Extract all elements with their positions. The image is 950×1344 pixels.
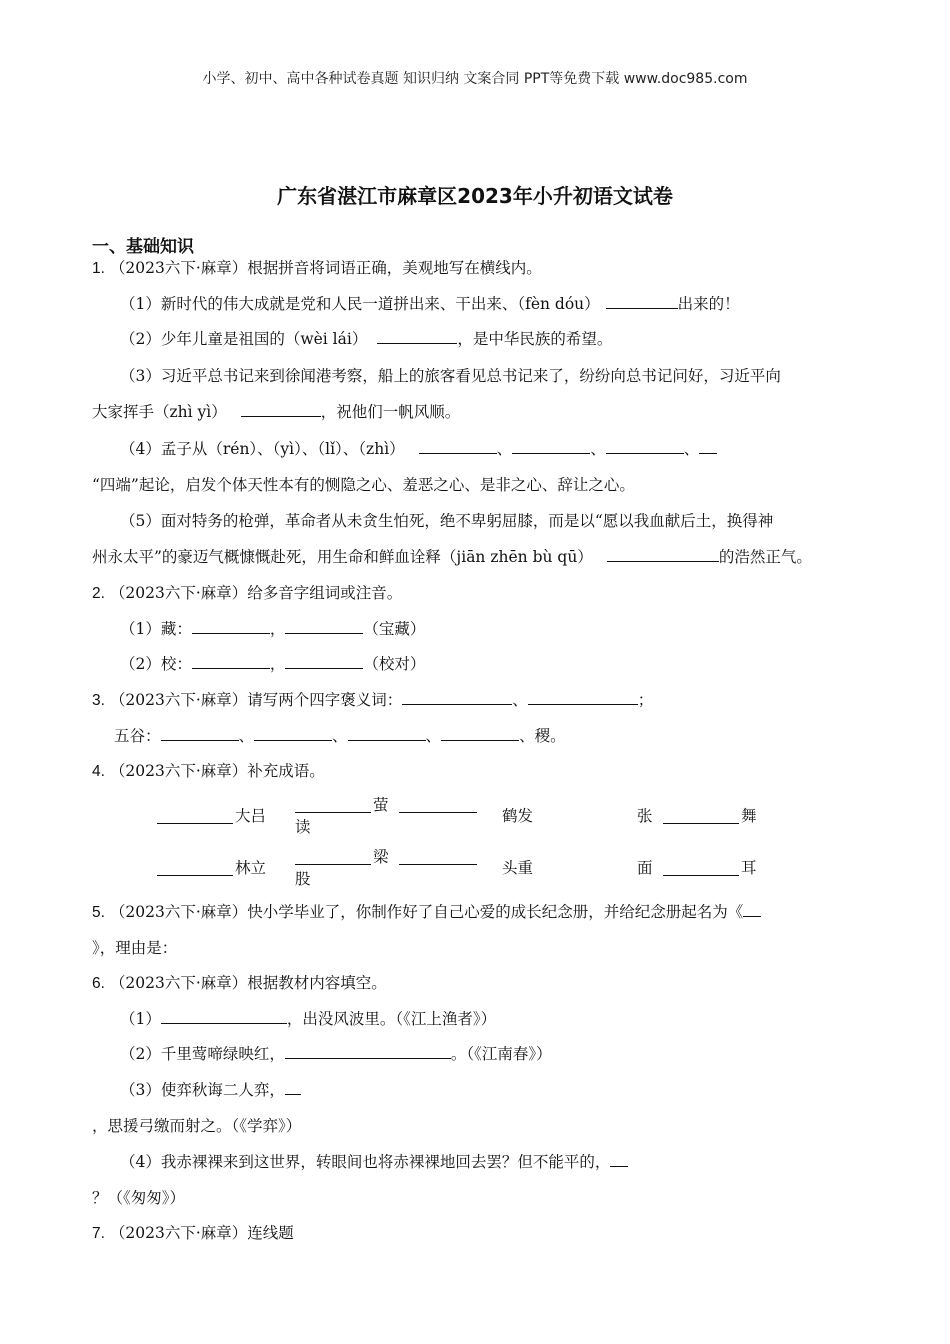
question-stem: 快小学毕业了，你制作好了自己心爱的成长纪念册，并给纪念册起名为《 <box>247 903 744 921</box>
idiom-text: 股 <box>295 870 311 888</box>
q6-part-4-end: ？（《匆匆》） <box>92 1189 186 1207</box>
idiom-text: 林立 <box>235 859 267 877</box>
question-4 <box>92 760 872 783</box>
q1-part-3-cont <box>92 401 872 423</box>
q6-part-2 <box>120 1043 900 1065</box>
q2-part-2-text: （2）校： <box>120 655 192 673</box>
q6-part-3-end: ，思援弓缴而射之。（《学弈》） <box>92 1117 302 1135</box>
q2-part-1-end: （宝藏） <box>363 620 426 638</box>
q1-part-5 <box>120 510 900 532</box>
question-1 <box>92 257 872 280</box>
q6-part-2-text: （2）千里莺啼绿映红， <box>120 1045 285 1063</box>
idiom-text: 鹤发 <box>502 807 534 825</box>
q1-part-2 <box>120 328 900 350</box>
answer-blank[interactable] <box>606 293 678 309</box>
q2-part-2: （2）校： ， （校对） <box>120 655 426 673</box>
answer-blank[interactable] <box>157 860 233 876</box>
answer-blank[interactable] <box>743 901 761 917</box>
page-title: 广东省湛江市麻章区2023年小升初语文试卷 <box>277 184 673 208</box>
idiom-text: 耳 <box>741 859 757 877</box>
question-number: 1. <box>92 260 105 277</box>
answer-blank[interactable] <box>348 725 426 741</box>
question-source: （2023六下·麻章） <box>109 691 248 709</box>
question-7 <box>92 1222 872 1245</box>
q6-part-4-cont <box>92 1187 872 1209</box>
q6-part-3-cont <box>92 1115 872 1137</box>
answer-blank[interactable] <box>399 849 477 865</box>
answer-blank[interactable] <box>192 653 270 669</box>
answer-blank[interactable] <box>663 860 739 876</box>
q1-part-3-end: ，祝他们一帆风顺。 <box>320 403 461 421</box>
question-source: （2023六下·麻章） <box>109 974 248 992</box>
question-stem: 连线题 <box>247 1224 294 1242</box>
section-heading: 一、基础知识 <box>92 237 194 257</box>
question-number: 7. <box>92 1225 105 1242</box>
q6-part-4 <box>120 1151 900 1173</box>
answer-blank[interactable] <box>399 797 477 813</box>
question-3: 3. （2023六下·麻章）请写两个四字褒义词： 、 ； <box>92 691 654 709</box>
idiom-text: 读 <box>295 818 311 836</box>
q1-part-3-text: （3）习近平总书记来到徐闻港考察，船上的旅客看见总书记来了，纷纷向总书记问好，习近平向 <box>120 367 781 385</box>
q6-part-2-end: 。（《江南春》） <box>450 1045 552 1063</box>
q1-part-1 <box>120 293 900 315</box>
question-source: （2023六下·麻章） <box>109 762 248 780</box>
q6-part-3-text: （3）使弈秋诲二人弈， <box>120 1081 285 1099</box>
answer-blank[interactable] <box>241 401 321 417</box>
q1-part-4: （4）孟子从（rén）、（yì）、（lǐ）、（zhì） 、 、 、 <box>120 438 900 460</box>
q1-part-5-text-2: 州永太平”的豪迈气概慷慨赴死，用生命和鲜血诠释（jiān zhēn bù qū） <box>92 548 593 566</box>
q1-part-4-cont <box>92 474 872 496</box>
answer-blank[interactable] <box>528 689 638 705</box>
question-stem: 请写两个四字褒义词： <box>247 691 403 709</box>
q1-part-4-text: （4）孟子从（rén）、（yì）、（lǐ）、（zhì） <box>120 440 405 458</box>
idiom-text: 头重 <box>502 859 534 877</box>
q6-part-4-text: （4）我赤裸裸来到这世界，转眼间也将赤裸裸地回去罢？但不能平的， <box>120 1153 611 1171</box>
answer-blank[interactable] <box>161 725 239 741</box>
q1-part-2-end: ，是中华民族的希望。 <box>457 330 613 348</box>
question-source: （2023六下·麻章） <box>109 584 248 602</box>
q5-cont-text: 》，理由是： <box>92 939 178 957</box>
question-stem: 补充成语。 <box>247 762 325 780</box>
q1-part-5-text: （5）面对特务的枪弹，革命者从未贪生怕死，绝不卑躬屈膝，而是以“愿以我血献后土，换得神 <box>120 512 774 530</box>
answer-blank[interactable] <box>157 808 233 824</box>
answer-blank[interactable] <box>402 689 512 705</box>
answer-blank[interactable] <box>699 438 717 454</box>
q2-part-1: （1）藏： ， （宝藏） <box>120 620 426 638</box>
q1-part-3 <box>120 365 900 387</box>
answer-blank[interactable] <box>377 328 457 344</box>
answer-blank[interactable] <box>419 438 497 454</box>
question-stem: 根据拼音将词语正确，美观地写在横线内。 <box>247 259 542 277</box>
q1-part-5-cont <box>92 546 872 568</box>
q1-part-4-end: “四端”起论，启发个体天性本有的恻隐之心、羞恶之心、是非之心、辞让之心。 <box>92 476 635 494</box>
answer-blank[interactable] <box>285 1043 451 1059</box>
q1-part-5-end: 的浩然正气。 <box>718 548 812 566</box>
q6-part-3 <box>120 1079 900 1101</box>
question-source: （2023六下·麻章） <box>109 1224 248 1242</box>
question-number: 4. <box>92 763 105 780</box>
answer-blank[interactable] <box>161 1008 287 1024</box>
idiom-text: 张 <box>637 807 653 825</box>
idiom-text: 梁 <box>373 848 389 866</box>
question-2 <box>92 582 872 605</box>
question-5 <box>92 901 872 924</box>
q1-part-1-end: 出来的！ <box>677 295 740 313</box>
q2-part-1-text: （1）藏： <box>120 620 192 638</box>
answer-blank[interactable] <box>254 725 332 741</box>
question-number: 5. <box>92 904 105 921</box>
question-number: 6. <box>92 975 105 992</box>
answer-blank[interactable] <box>441 725 519 741</box>
question-stem: 给多音字组词或注音。 <box>247 584 403 602</box>
answer-blank[interactable] <box>663 808 739 824</box>
answer-blank[interactable] <box>610 1151 628 1167</box>
answer-blank[interactable] <box>512 438 590 454</box>
idiom-text: 舞 <box>741 807 757 825</box>
answer-blank[interactable] <box>607 546 719 562</box>
answer-blank[interactable] <box>285 1079 301 1095</box>
answer-blank[interactable] <box>285 618 363 634</box>
question-source: （2023六下·麻章） <box>109 259 248 277</box>
question-6 <box>92 972 872 995</box>
question-source: （2023六下·麻章） <box>109 903 248 921</box>
q1-part-3-text-2: 大家挥手（zhì yì） <box>92 403 227 421</box>
q5-cont <box>92 937 872 959</box>
answer-blank[interactable] <box>285 653 363 669</box>
q3-part-2: 五谷： 、 、 、 、稷。 <box>114 727 566 745</box>
answer-blank[interactable] <box>192 618 270 634</box>
q1-part-2-text: （2）少年儿童是祖国的（wèi lái） <box>120 330 368 348</box>
q2-part-2-end: （校对） <box>363 655 426 673</box>
q6-part-1-end: ，出没风波里。（《江上渔者》） <box>286 1010 497 1028</box>
question-number: 2. <box>92 585 105 602</box>
question-number: 3. <box>92 692 105 709</box>
q1-part-1-text: （1）新时代的伟大成就是党和人民一道拼出来、干出来、（fèn dóu） <box>120 295 600 313</box>
q3-part-2-text: 五谷： <box>114 727 161 745</box>
idiom-text: 大吕 <box>235 807 267 825</box>
q6-part-1-text: （1） <box>120 1010 161 1028</box>
q3-part-2-end: 、稷。 <box>519 727 566 745</box>
page-header: 小学、初中、高中各种试卷真题 知识归纳 文案合同 PPT等免费下载 www.doc985.com <box>202 71 748 87</box>
answer-blank[interactable] <box>606 438 684 454</box>
idiom-text: 面 <box>637 859 653 877</box>
answer-blank[interactable] <box>295 797 371 813</box>
q6-part-1 <box>120 1008 900 1030</box>
idiom-text: 萤 <box>373 796 389 814</box>
answer-blank[interactable] <box>295 849 371 865</box>
question-stem: 根据教材内容填空。 <box>247 974 387 992</box>
